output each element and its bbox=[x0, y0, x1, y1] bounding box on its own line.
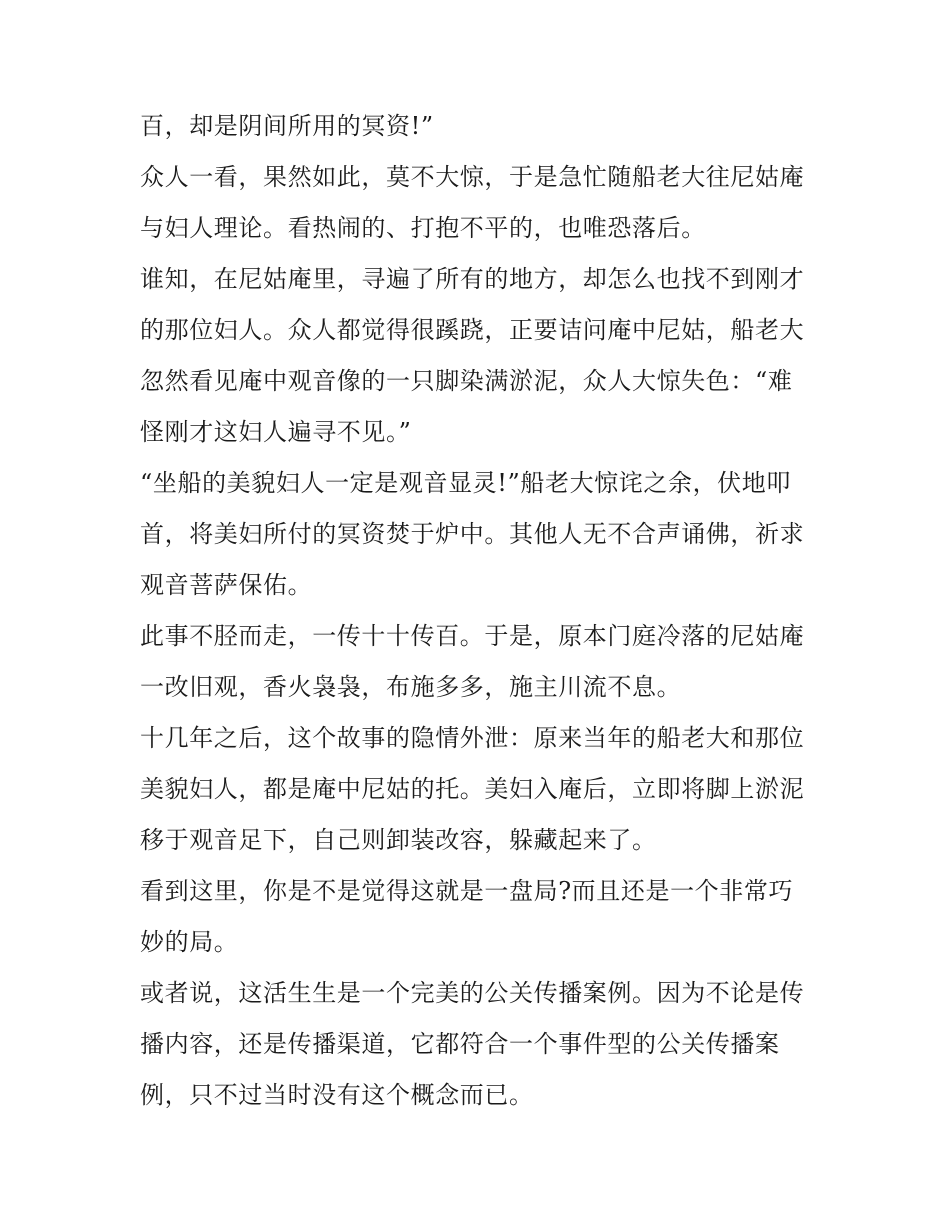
text-line: 百，却是阴间所用的冥资!” bbox=[140, 112, 434, 140]
document-body bbox=[140, 108, 820, 1128]
text-line: 十几年之后，这个故事的隐情外泄：原来当年的船老大和那位 bbox=[140, 724, 805, 752]
text-line: 忽然看见庵中观音像的一只脚染满淤泥，众人大惊失色：“难 bbox=[140, 367, 793, 395]
text-line: 例，只不过当时没有这个概念而已。 bbox=[140, 1081, 534, 1109]
text-line: “坐船的美貌妇人一定是观音显灵!”船老大惊诧之余，伏地叩 bbox=[140, 469, 791, 497]
text-line: 妙的局。 bbox=[140, 928, 239, 956]
text-line: 谁知，在尼姑庵里，寻遍了所有的地方，却怎么也找不到刚才 bbox=[140, 265, 805, 293]
text-line: 的那位妇人。众人都觉得很蹊跷，正要诘问庵中尼姑，船老大 bbox=[140, 316, 805, 344]
text-line: 移于观音足下，自己则卸装改容，躲藏起来了。 bbox=[140, 826, 657, 854]
text-line: 怪刚才这妇人遍寻不见。” bbox=[140, 418, 412, 446]
text-line: 一改旧观，香火袅袅，布施多多，施主川流不息。 bbox=[140, 673, 682, 701]
text-line: 看到这里，你是不是觉得这就是一盘局?而且还是一个非常巧 bbox=[140, 877, 794, 905]
text-line: 或者说，这活生生是一个完美的公关传播案例。因为不论是传 bbox=[140, 979, 805, 1007]
text-line: 首，将美妇所付的冥资焚于炉中。其他人无不合声诵佛，祈求 bbox=[140, 520, 805, 548]
text-line: 与妇人理论。看热闹的、打抱不平的，也唯恐落后。 bbox=[140, 214, 706, 242]
text-line: 众人一看，果然如此，莫不大惊，于是急忙随船老大往尼姑庵 bbox=[140, 163, 805, 191]
text-line: 观音菩萨保佑。 bbox=[140, 571, 313, 599]
text-line: 此事不胫而走，一传十十传百。于是，原本门庭冷落的尼姑庵 bbox=[140, 622, 805, 650]
text-line: 美貌妇人，都是庵中尼姑的托。美妇入庵后，立即将脚上淤泥 bbox=[140, 775, 805, 803]
text-line: 播内容，还是传播渠道，它都符合一个事件型的公关传播案 bbox=[140, 1030, 780, 1058]
